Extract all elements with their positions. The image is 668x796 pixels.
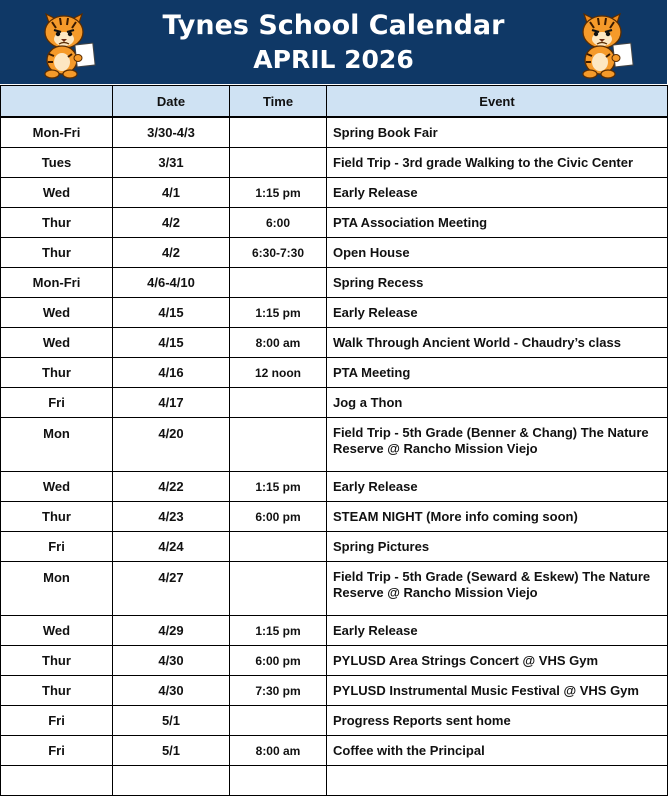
cell-event: Field Trip - 5th Grade (Seward & Eskew) The Nature Reserve @ Rancho Mission Viejo xyxy=(327,562,668,616)
cell-event: PYLUSD Instrumental Music Festival @ VHS Gym xyxy=(327,676,668,706)
calendar-month: APRIL 2026 xyxy=(253,45,414,74)
cell-day: Thur xyxy=(1,208,113,238)
cell-time: 7:30 pm xyxy=(230,676,327,706)
table-header-row xyxy=(1,86,668,118)
cell-event: Coffee with the Principal xyxy=(327,736,668,766)
table-row xyxy=(1,238,668,268)
cell-day: Fri xyxy=(1,388,113,418)
cell-time xyxy=(230,388,327,418)
table-row xyxy=(1,178,668,208)
calendar-title: Tynes School Calendar xyxy=(162,10,505,41)
cell-day: Fri xyxy=(1,706,113,736)
table-row xyxy=(1,676,668,706)
table-row xyxy=(1,328,668,358)
cell-event: Field Trip - 5th Grade (Benner & Chang) The Nature Reserve @ Rancho Mission Viejo xyxy=(327,418,668,472)
cell-day: Tues xyxy=(1,148,113,178)
cell-day: Mon xyxy=(1,418,113,472)
table-row xyxy=(1,388,668,418)
cell-time xyxy=(230,766,327,796)
table-row xyxy=(1,532,668,562)
cell-date: 4/23 xyxy=(113,502,230,532)
table-row xyxy=(1,268,668,298)
cell-date: 4/20 xyxy=(113,418,230,472)
cell-day: Wed xyxy=(1,298,113,328)
cell-date: 4/29 xyxy=(113,616,230,646)
table-row xyxy=(1,616,668,646)
cell-time: 8:00 am xyxy=(230,736,327,766)
tiger-mascot-icon xyxy=(572,10,636,80)
cell-date: 5/1 xyxy=(113,736,230,766)
column-header-date: Date xyxy=(113,86,230,118)
cell-time: 12 noon xyxy=(230,358,327,388)
cell-time xyxy=(230,418,327,472)
column-header-time: Time xyxy=(230,86,327,118)
cell-day: Fri xyxy=(1,736,113,766)
cell-time: 1:15 pm xyxy=(230,178,327,208)
cell-event: Field Trip - 3rd grade Walking to the Civic Center xyxy=(327,148,668,178)
cell-date: 4/6-4/10 xyxy=(113,268,230,298)
cell-date: 4/30 xyxy=(113,646,230,676)
cell-time xyxy=(230,532,327,562)
cell-day: Wed xyxy=(1,178,113,208)
cell-time: 1:15 pm xyxy=(230,298,327,328)
cell-date: 4/24 xyxy=(113,532,230,562)
table-row xyxy=(1,766,668,796)
table-row xyxy=(1,502,668,532)
cell-date: 4/15 xyxy=(113,328,230,358)
cell-event: Spring Recess xyxy=(327,268,668,298)
column-header-event: Event xyxy=(327,86,668,118)
table-row xyxy=(1,562,668,616)
cell-date: 4/2 xyxy=(113,208,230,238)
cell-event: Early Release xyxy=(327,616,668,646)
cell-time xyxy=(230,562,327,616)
cell-event: PYLUSD Area Strings Concert @ VHS Gym xyxy=(327,646,668,676)
column-header-day xyxy=(1,86,113,118)
table-row xyxy=(1,646,668,676)
cell-date: 4/16 xyxy=(113,358,230,388)
cell-event xyxy=(327,766,668,796)
table-row xyxy=(1,208,668,238)
cell-event: PTA Association Meeting xyxy=(327,208,668,238)
cell-day: Mon xyxy=(1,562,113,616)
table-row xyxy=(1,148,668,178)
cell-event: Open House xyxy=(327,238,668,268)
cell-day: Thur xyxy=(1,238,113,268)
cell-event: Early Release xyxy=(327,298,668,328)
cell-date: 4/30 xyxy=(113,676,230,706)
cell-day: Thur xyxy=(1,646,113,676)
cell-date: 4/2 xyxy=(113,238,230,268)
cell-time xyxy=(230,148,327,178)
table-row xyxy=(1,706,668,736)
cell-event: Spring Book Fair xyxy=(327,117,668,148)
cell-event: Spring Pictures xyxy=(327,532,668,562)
cell-time: 6:00 xyxy=(230,208,327,238)
table-row xyxy=(1,472,668,502)
cell-time: 6:00 pm xyxy=(230,646,327,676)
cell-day: Thur xyxy=(1,502,113,532)
cell-date: 4/15 xyxy=(113,298,230,328)
cell-time xyxy=(230,117,327,148)
cell-date: 3/31 xyxy=(113,148,230,178)
cell-date xyxy=(113,766,230,796)
cell-day: Thur xyxy=(1,676,113,706)
cell-day: Wed xyxy=(1,616,113,646)
calendar-table xyxy=(0,85,668,796)
cell-date: 3/30-4/3 xyxy=(113,117,230,148)
cell-time: 8:00 am xyxy=(230,328,327,358)
cell-day: Wed xyxy=(1,328,113,358)
cell-time: 6:30-7:30 xyxy=(230,238,327,268)
table-row xyxy=(1,358,668,388)
cell-event: STEAM NIGHT (More info coming soon) xyxy=(327,502,668,532)
cell-time xyxy=(230,268,327,298)
table-row xyxy=(1,117,668,148)
cell-time xyxy=(230,706,327,736)
cell-time: 1:15 pm xyxy=(230,472,327,502)
calendar-header xyxy=(0,0,667,84)
cell-date: 5/1 xyxy=(113,706,230,736)
cell-date: 4/17 xyxy=(113,388,230,418)
cell-time: 1:15 pm xyxy=(230,616,327,646)
cell-date: 4/27 xyxy=(113,562,230,616)
cell-day: Fri xyxy=(1,532,113,562)
table-row xyxy=(1,736,668,766)
cell-day: Thur xyxy=(1,358,113,388)
cell-date: 4/1 xyxy=(113,178,230,208)
table-row xyxy=(1,418,668,472)
cell-event: Early Release xyxy=(327,178,668,208)
cell-day: Mon-Fri xyxy=(1,268,113,298)
cell-day xyxy=(1,766,113,796)
cell-event: Progress Reports sent home xyxy=(327,706,668,736)
table-row xyxy=(1,298,668,328)
cell-day: Mon-Fri xyxy=(1,117,113,148)
cell-time: 6:00 pm xyxy=(230,502,327,532)
cell-event: Early Release xyxy=(327,472,668,502)
cell-date: 4/22 xyxy=(113,472,230,502)
cell-event: PTA Meeting xyxy=(327,358,668,388)
cell-event: Walk Through Ancient World - Chaudry’s class xyxy=(327,328,668,358)
cell-day: Wed xyxy=(1,472,113,502)
cell-event: Jog a Thon xyxy=(327,388,668,418)
